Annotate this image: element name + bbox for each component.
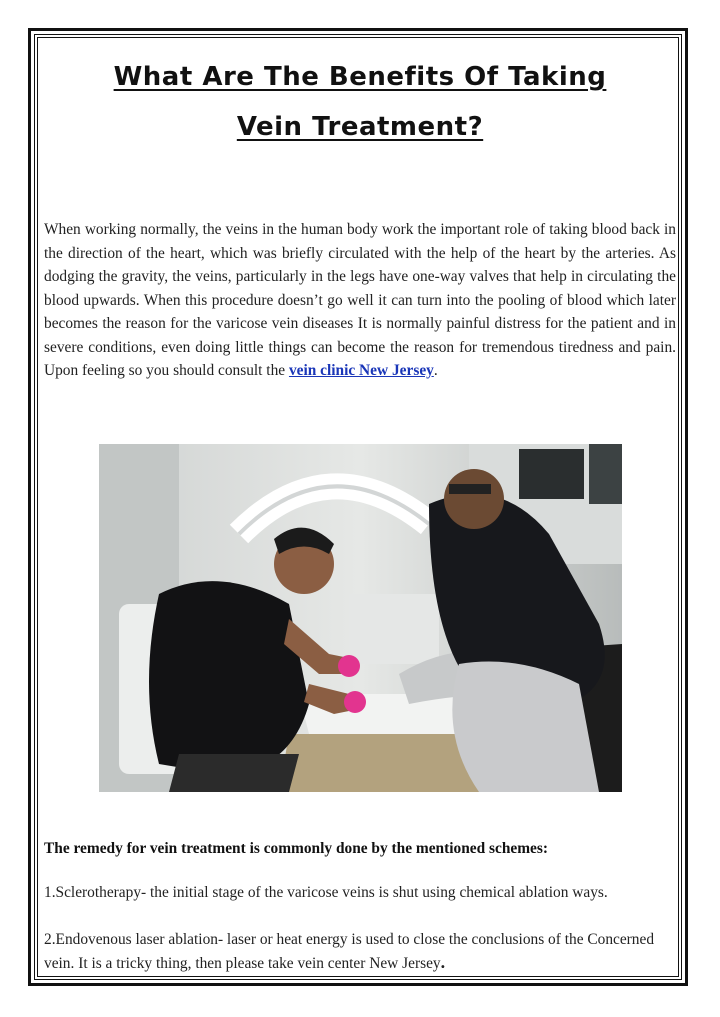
- vein-treatment-photo: [99, 444, 622, 792]
- remedy-item-laser-ablation: [44, 929, 676, 975]
- title-line-2: Vein Treatment?: [236, 112, 484, 142]
- remedy-item-2-end: .: [440, 952, 446, 972]
- remedy-heading: The remedy for vein treatment is commonly done by the mentioned schemes:: [44, 840, 548, 857]
- intro-paragraph: [44, 218, 676, 383]
- title-line-1: What Are The Benefits Of Taking: [113, 62, 607, 92]
- vein-clinic-link[interactable]: vein clinic New Jersey: [288, 362, 434, 379]
- intro-text: When working normally, the veins in the human body work the important role of taking blood back in the direction of the heart, which was briefly circulated with the help of the heart by the arteries. As dodging the gravity, the veins, particularly in the legs have one-way valves that help in circulating the blood upwards. When this procedure doesn’t go well it can turn into the pooling of blood which later becomes the reason for the varicose vein diseases It is normally painful distress for the patient and in severe conditions, even doing little things can become the reason for tremendous tiredness and pain. Upon feeling so you should consult the: [44, 221, 676, 379]
- page-title: [40, 52, 680, 152]
- remedy-item-sclerotherapy: 1.Sclerotherapy- the initial stage of the varicose veins is shut using chemical ablation ways.: [44, 884, 608, 901]
- remedy-item-2-text: 2.Endovenous laser ablation- laser or heat energy is used to close the conclusions of the Concerned vein. It is a tricky thing, then please take vein center New Jersey: [44, 931, 655, 972]
- intro-end: .: [433, 362, 438, 379]
